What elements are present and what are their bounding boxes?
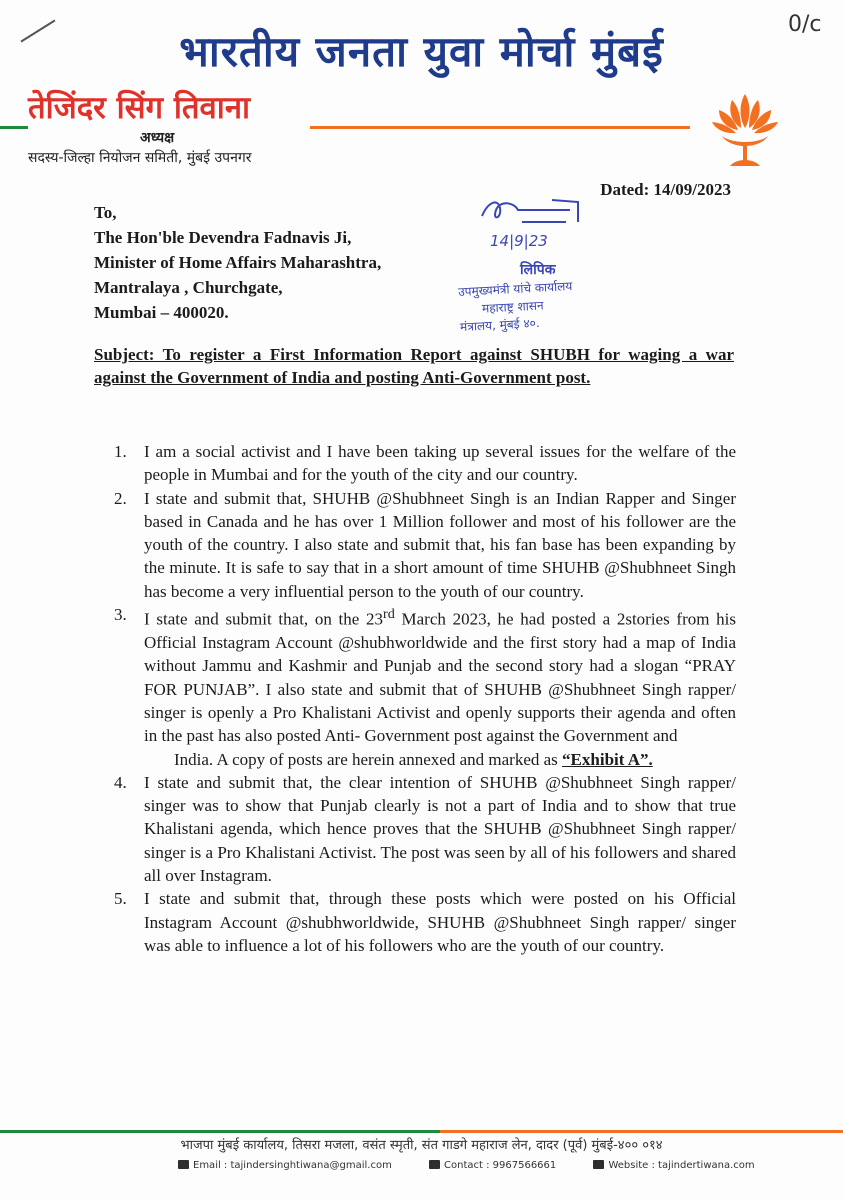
ordinal-suffix: rd [383, 606, 395, 623]
footer-green-stripe [0, 1130, 440, 1133]
item-number: 4. [114, 772, 127, 792]
points-list [94, 440, 736, 957]
item-text-part: India. A copy of posts are herein annexed and marked as [174, 749, 563, 769]
address-line: Mumbai – 400020. [94, 303, 229, 322]
footer-website [593, 1160, 754, 1171]
letter-date: Dated: 14/09/2023 [600, 180, 731, 199]
list-item [94, 440, 736, 487]
received-stamp [457, 188, 630, 348]
stamp-line: उपमुख्यमंत्री यांचे कार्यालय [457, 279, 573, 299]
globe-icon [593, 1160, 604, 1169]
item-text-part: March 2023, he had posted a 2stories from his Official Instagram Account @shubhworldwide and the first story had a map of India without Jammu and Kashmir and Punjab and the second story had a slogan “PRAY FOR PUNJAB”. I also state and submit that of SHUHB @Shubhneet Singh rapper/ singer is openly a Pro Khalistani Activist and openly supports their agenda and often in the past has also posted Anti- Government post against the Government and [144, 609, 736, 746]
footer-orange-stripe [440, 1130, 843, 1133]
footer-email [178, 1160, 392, 1171]
item-text: I state and submit that, the clear intention of SHUHB @Shubhneet Singh rapper/ singer was to show that Punjab clearly is not a part of India and to show that true Khalistani agenda, which hence proves that the SHUHB @Shubhneet Singh rapper/ singer is a Pro Khalistani Activist. The post was seen by all of his followers and shared all over Instagram. [144, 772, 736, 885]
item-number: 5. [114, 889, 127, 909]
exhibit-label: “Exhibit A”. [562, 749, 653, 769]
address-line: To, [94, 203, 117, 222]
header-orange-stripe [310, 126, 690, 129]
stamp-line: मंत्रालय, मुंबई ४०. [459, 315, 541, 335]
item-text-part: I state and submit that, on the 23 [144, 609, 384, 629]
footer-address: भाजपा मुंबई कार्यालय, तिसरा मजला, वसंत स्मृती, संत गाडगे महाराज लेन, दादर (पूर्व) मुंबई-४०० ०१४ [180, 1138, 663, 1153]
list-item [94, 487, 736, 603]
footer-contact-text: Contact : 9967566661 [444, 1160, 557, 1171]
item-number: 2. [114, 488, 127, 508]
item-number: 3. [114, 605, 127, 625]
header-green-stripe [0, 126, 28, 129]
stamp-date: 14|9|23 [490, 232, 548, 250]
item-number: 1. [114, 442, 127, 461]
letter-subject: Subject: To register a First Information Report against SHUBH for waging a war against the Government of India and posting Anti-Government post. [94, 345, 734, 387]
footer-website-text: Website : tajindertiwana.com [608, 1160, 755, 1171]
stamp-line: महाराष्ट्र शासन [481, 298, 544, 316]
item-text: I am a social activist and I have been taking up several issues for the welfare of the people in Mumbai and for the youth of the city and our country. [144, 442, 736, 485]
person-designation: सदस्य-जिल्हा नियोजन समिती, मुंबई उपनगर [28, 150, 252, 166]
list-item [94, 603, 736, 771]
item-text: I state and submit that, SHUHB @Shubhneet Singh is an Indian Rapper and Singer based in Canada and he has over 1 Million follower and most of his follower are the youth of the country. I also state and submit that, his fan base has been expanding by the minute. It is safe to say that in a short amount of time SHUHB @Shubhneet Singh has become a very influential person to the youth of our country. [144, 488, 736, 601]
phone-icon [429, 1160, 440, 1169]
person-role: अध्यक्ष [140, 130, 175, 146]
org-title: भारतीय जनता युवा मोर्चा मुंबई [179, 27, 664, 76]
lotus-icon [708, 88, 782, 168]
footer-contacts [178, 1160, 755, 1171]
footer-contact [429, 1160, 556, 1171]
corner-handwritten-mark: 0/c [788, 12, 822, 37]
person-name: तेजिंदर सिंग तिवाना [28, 90, 251, 126]
address-line: Mantralaya , Churchgate, [94, 278, 283, 297]
item-text [144, 603, 736, 747]
address-line: The Hon'ble Devendra Fadnavis Ji, [94, 228, 352, 247]
email-icon [178, 1160, 189, 1169]
list-item [94, 771, 736, 887]
recipient-address [94, 200, 381, 325]
footer-email-text: Email : tajindersinghtiwana@gmail.com [193, 1160, 392, 1171]
signature-scribble [474, 192, 584, 232]
item-continuation [174, 748, 736, 771]
item-text: I state and submit that, through these posts which were posted on his Official Instagram Account @shubhworldwide, SHUHB @Shubhneet Singh rapper/ singer was able to influence a lot of his followers who are the youth of our country. [144, 889, 736, 955]
address-line: Minister of Home Affairs Maharashtra, [94, 253, 382, 272]
stamp-label: लिपिक [520, 262, 556, 278]
list-item [94, 887, 736, 957]
